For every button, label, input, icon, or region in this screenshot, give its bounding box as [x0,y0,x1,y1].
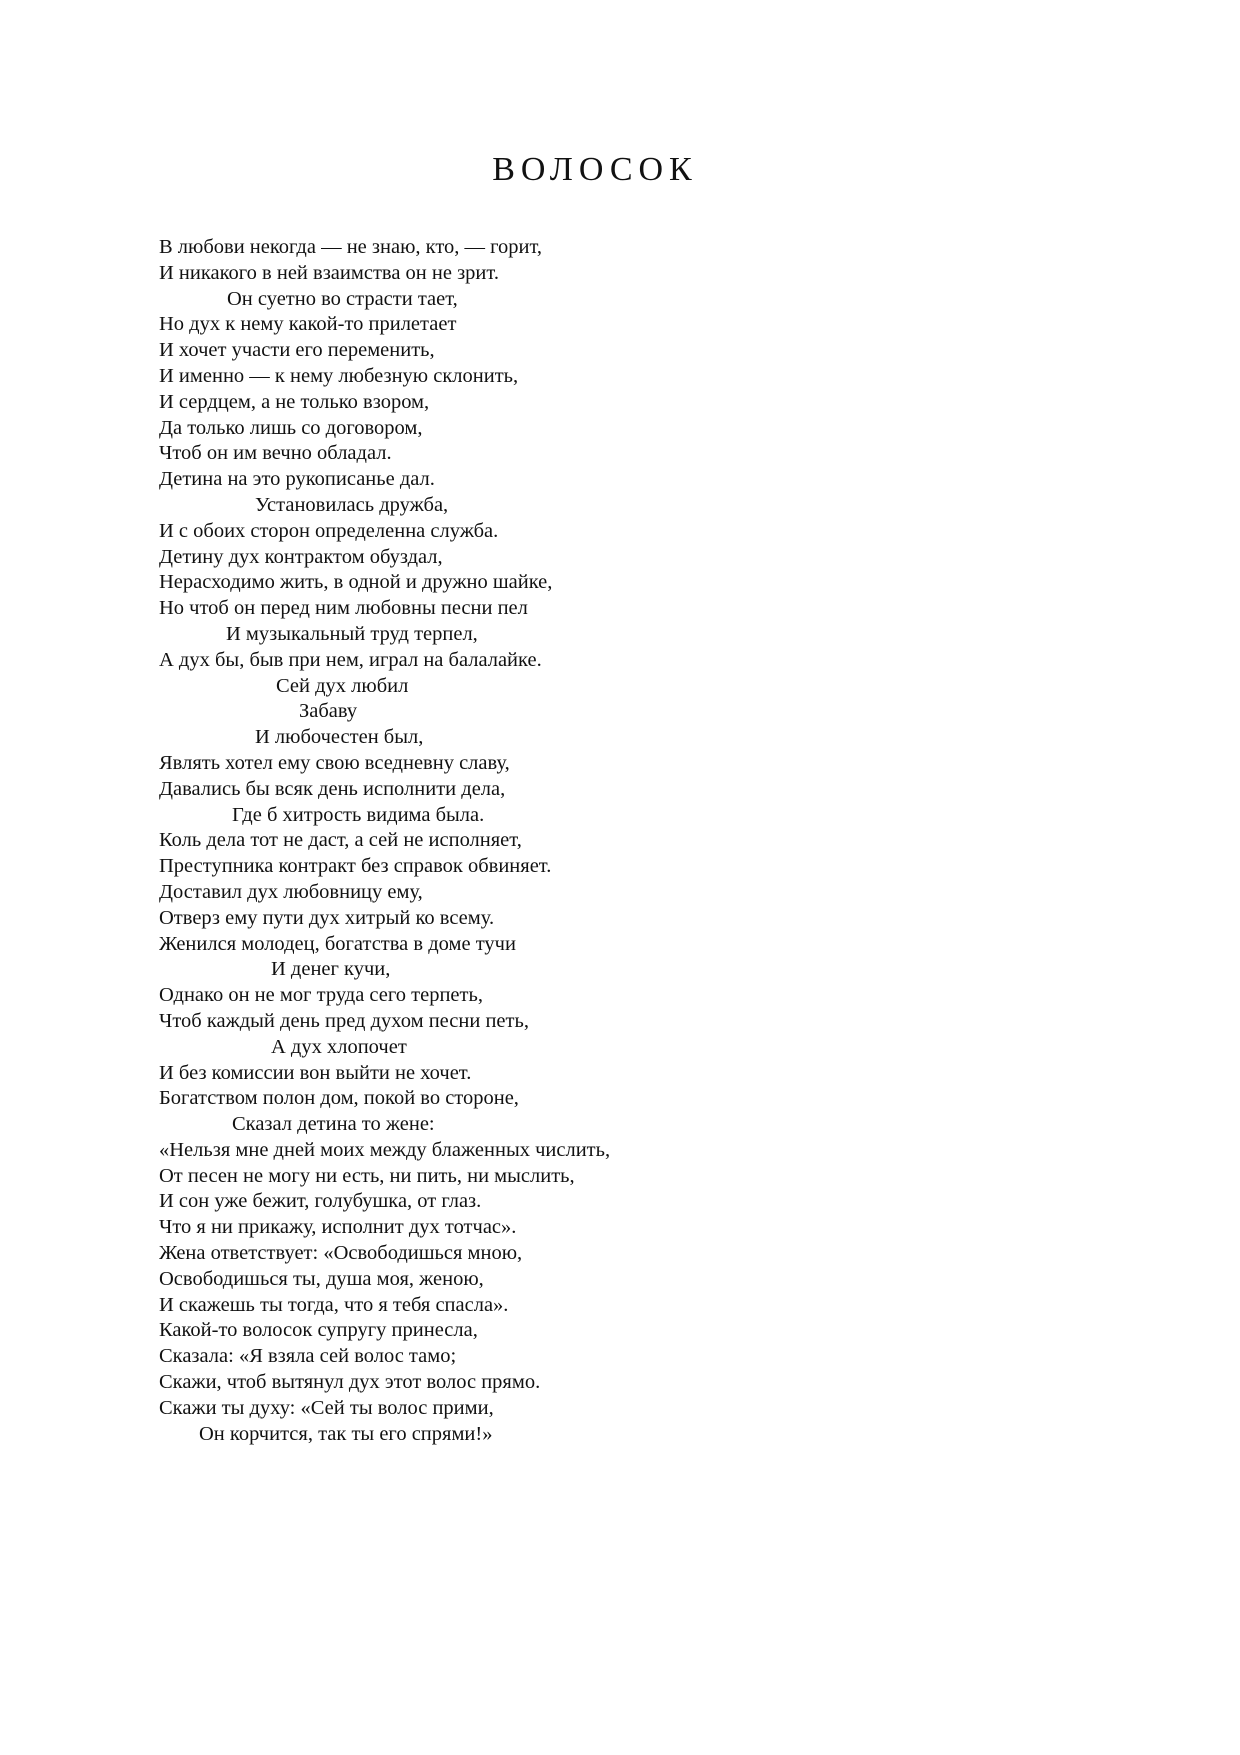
poem-line: Жена ответствует: «Освободишься мною, [159,1242,523,1265]
poem-title: ВОЛОСОК [492,151,698,188]
poem-line: А дух хлопочет [271,1035,407,1058]
poem-line: Он суетно во страсти тает, [227,287,458,310]
poem-line: Сказала: «Я взяла сей волос тамо; [159,1345,457,1368]
poem-line: И с обоих сторон определенна служба. [159,519,499,542]
poem-line: И сердцем, а не только взором, [159,390,430,413]
poem-line: Но дух к нему какой-то прилетает [159,313,457,336]
poem-line: И никакого в ней взаимства он не зрит. [159,261,499,284]
poem-line: Освободишься ты, душа моя, женою, [159,1267,484,1290]
poem-line: Где б хитрость видима была. [232,803,485,826]
poem-line: Скажи, чтоб вытянул дух этот волос прямо. [159,1371,541,1394]
poem-line: Однако он не мог труда сего терпеть, [159,984,483,1007]
poem-line: Нерасходимо жить, в одной и дружно шайке, [159,571,553,594]
poem-line: И скажешь ты тогда, что я тебя спасла». [159,1293,509,1316]
poem-line: Чтоб каждый день пред духом песни петь, [159,1009,529,1032]
poem-line: Сей дух любил [276,674,409,697]
poem-line: Да только лишь со договором, [159,416,423,439]
poem-line: И хочет участи его переменить, [159,339,435,362]
poem-line: Богатством полон дом, покой во стороне, [159,1087,519,1110]
poem-line: Сказал детина то жене: [232,1113,435,1136]
poem-line: Но чтоб он перед ним любовны песни пел [159,597,528,620]
poem-line: Чтоб он им вечно обладал. [159,442,392,465]
poem-line: Что я ни прикажу, исполнит дух тотчас». [159,1216,517,1239]
poem-line: И музыкальный труд терпел, [226,622,478,645]
poem-line: Преступника контракт без справок обвиняет. [159,855,552,878]
poem-line: Скажи ты духу: «Сей ты волос прими, [159,1396,494,1419]
poem-line: И именно — к нему любезную склонить, [159,364,519,387]
poem-line: В любови некогда — не знаю, кто, — горит, [159,236,543,258]
poem-line: Он корчится, так ты его спрями!» [199,1422,493,1445]
poem-line: Коль дела тот не даст, а сей не исполняет, [159,829,522,852]
poem-line: Детина на это рукописанье дал. [159,468,435,491]
poem-line: От песен не могу ни есть, ни пить, ни мыслить, [159,1164,575,1187]
poem-line: «Нельзя мне дней моих между блаженных числить, [159,1138,611,1161]
poem-line: И денег кучи, [271,958,391,981]
poem-line: Какой-то волосок супругу принесла, [159,1319,478,1342]
poem-line: Детину дух контрактом обуздал, [159,545,443,568]
poem-line: И сон уже бежит, голубушка, от глаз. [159,1190,482,1213]
poem-line: Установилась дружба, [255,493,449,516]
poem-line: Женился молодец, богатства в доме тучи [159,932,516,955]
poem-line: Отверз ему пути дух хитрый ко всему. [159,906,495,929]
poem-line: Давались бы всяк день исполнити дела, [159,777,506,800]
poem-line: И любочестен был, [255,726,424,749]
poem-body [159,235,719,1447]
poem-line: И без комиссии вон выйти не хочет. [159,1061,472,1084]
poem-line: А дух бы, быв при нем, играл на балалайке. [159,648,542,671]
poem-line: Забаву [299,700,358,723]
poem-line: Являть хотел ему свою вседневну славу, [159,751,510,774]
poem-line: Доставил дух любовницу ему, [159,880,423,903]
